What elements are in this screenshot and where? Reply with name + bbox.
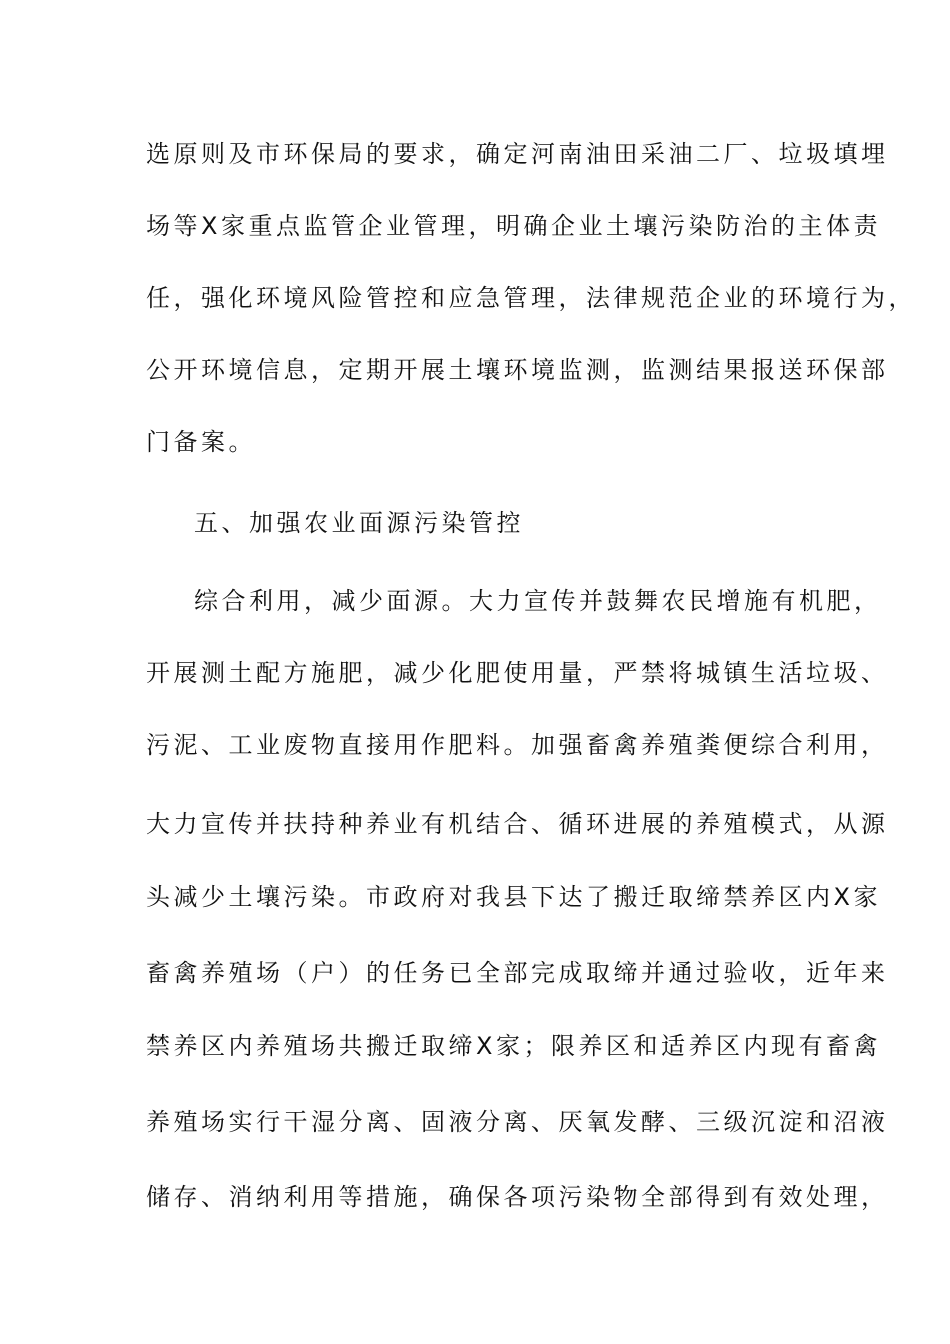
paragraph-line: 选原则及市环保局的要求，确定河南油田采油二厂、垃圾填埋 — [146, 140, 889, 168]
paragraph-line: 公开环境信息，定期开展土壤环境监测，监测结果报送环保部 — [146, 356, 889, 384]
paragraph-line: 头减少土壤污染。市政府对我县下达了搬迁取缔禁养区内X家 — [146, 883, 881, 911]
section-heading: 五、加强农业面源污染管控 — [194, 509, 524, 537]
paragraph-line: 大力宣传并扶持种养业有机结合、循环进展的养殖模式，从源 — [146, 810, 889, 838]
paragraph-line: 任，强化环境风险管控和应急管理，法律规范企业的环境行为， — [146, 284, 916, 312]
paragraph-line: 开展测土配方施肥，减少化肥使用量，严禁将城镇生活垃圾、 — [146, 659, 889, 687]
paragraph-line: 场等X家重点监管企业管理，明确企业土壤污染防治的主体责 — [146, 212, 881, 240]
paragraph-line: 畜禽养殖场（户）的任务已全部完成取缔并通过验收，近年来 — [146, 959, 889, 987]
paragraph-line: 储存、消纳利用等措施，确保各项污染物全部得到有效处理， — [146, 1183, 889, 1211]
paragraph-line: 禁养区内养殖场共搬迁取缔X家；限养区和适养区内现有畜禽 — [146, 1032, 881, 1060]
paragraph-line: 综合利用，减少面源。大力宣传并鼓舞农民增施有机肥， — [194, 587, 882, 615]
paragraph-line: 门备案。 — [146, 428, 256, 456]
paragraph-line: 污泥、工业废物直接用作肥料。加强畜禽养殖粪便综合利用， — [146, 731, 889, 759]
paragraph-line: 养殖场实行干湿分离、固液分离、厌氧发酵、三级沉淀和沼液 — [146, 1108, 889, 1136]
